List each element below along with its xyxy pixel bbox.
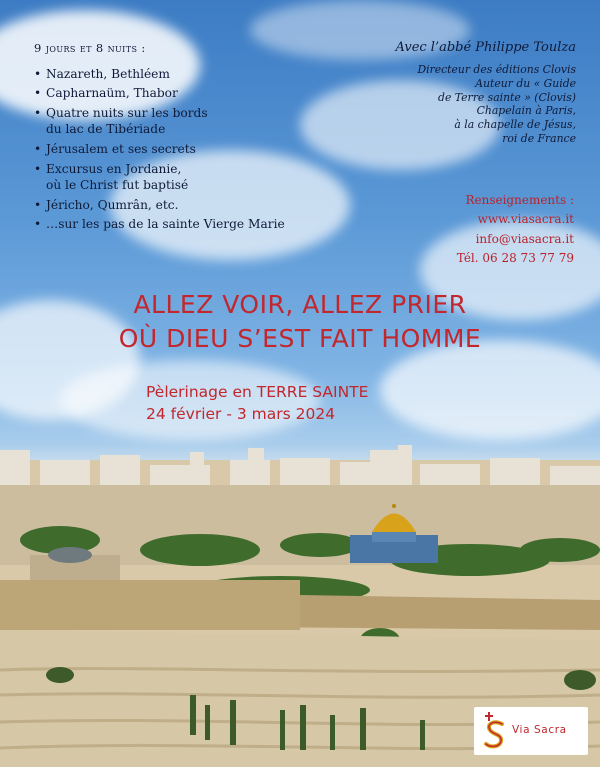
bullet: • (34, 66, 42, 81)
item-text: Excursus en Jordanie, (46, 161, 182, 176)
list-item (34, 66, 304, 83)
guide-info (336, 40, 576, 146)
bio-line: Directeur des éditions Clovis (417, 63, 576, 76)
bullet: • (34, 197, 42, 212)
pilgrimage-dates: 24 février - 3 mars 2024 (146, 405, 336, 423)
item-text: Jérusalem et ses secrets (46, 141, 196, 156)
item-text: du lac de Tibériade (46, 122, 166, 137)
itinerary-list (34, 66, 304, 233)
logo-text: Via Sacra (512, 724, 567, 736)
via-sacra-emblem-icon (480, 710, 510, 752)
itinerary (34, 40, 304, 236)
contact-block (374, 191, 574, 269)
item-text: Quatre nuits sur les bords (46, 105, 208, 120)
bio-line: de Terre sainte » (Clovis) (438, 90, 576, 104)
item-text: …sur les pas de la sainte Vierge Marie (46, 217, 285, 232)
bullet: • (34, 217, 42, 232)
email-link[interactable]: info@viasacra.it (475, 231, 574, 246)
list-item (34, 85, 304, 102)
item-text: où le Christ fut baptisé (46, 178, 189, 193)
headline-line: ALLEZ VOIR, ALLEZ PRIER (133, 290, 467, 319)
guide-name: Avec l’abbé Philippe Toulza (395, 40, 576, 55)
pilgrimage-title: Pèlerinage en TERRE SAINTE (146, 383, 369, 401)
item-text: Capharnaüm, Thabor (46, 86, 178, 101)
item-text: Jéricho, Qumrân, etc. (46, 197, 179, 212)
bullet: • (34, 86, 42, 101)
via-sacra-logo[interactable] (474, 707, 588, 755)
bio-line: Chapelain à Paris, (476, 104, 576, 118)
bio-line: roi de France (502, 131, 576, 145)
headline-line: OÙ DIEU S’EST FAIT HOMME (118, 324, 482, 353)
bio-line: Auteur du « Guide (475, 76, 576, 90)
bio-line: à la chapelle de Jésus, (454, 118, 576, 132)
itinerary-header: 9 jours et 8 nuits : (34, 41, 146, 55)
list-item (34, 216, 304, 233)
list-item (34, 105, 304, 138)
list-item (34, 161, 304, 194)
guide-bio (336, 63, 576, 146)
item-text: Nazareth, Bethléem (46, 66, 170, 81)
bullet: • (34, 105, 42, 120)
website-link[interactable]: www.viasacra.it (477, 212, 574, 227)
headline (0, 288, 600, 356)
subtitle (146, 381, 368, 425)
bullet: • (34, 141, 42, 156)
list-item (34, 141, 304, 158)
contact-label: Renseignements : (465, 193, 574, 207)
phone-number[interactable]: Tél. 06 28 73 77 79 (456, 251, 574, 266)
bullet: • (34, 161, 42, 176)
list-item (34, 197, 304, 214)
